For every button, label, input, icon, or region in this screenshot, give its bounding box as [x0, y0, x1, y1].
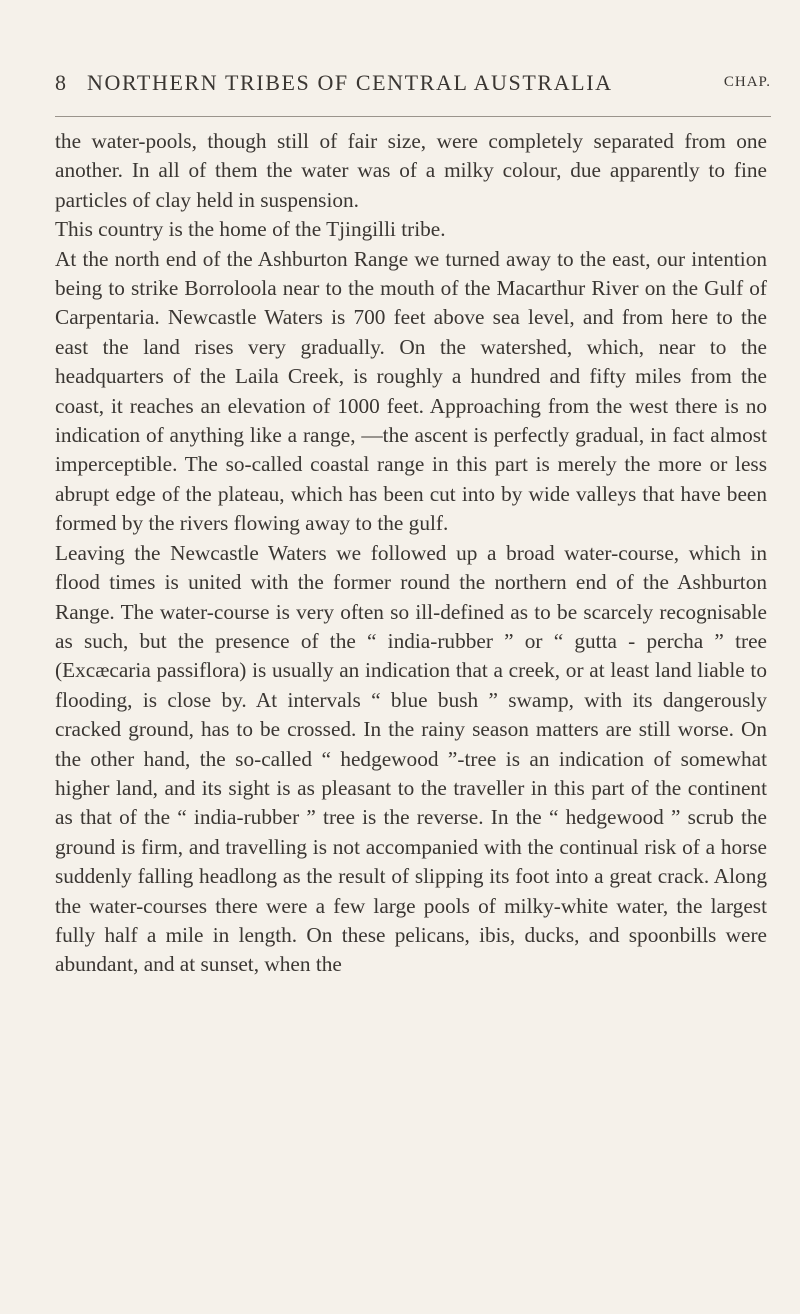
paragraph: This country is the home of the Tjingilli tribe.	[55, 217, 446, 242]
header-rule	[55, 116, 771, 117]
paragraph: Leaving the Newcastle Waters we followed up a broad water-course, which in flood times is united with the former round the northern end of the Ashburton Range. The water-course is very often so ill-defined as to be scarcely recognisable as such, but the presence of the “ india-rubber ” or “ gutta - percha ” tree (Excæcaria passiflora) is usually an indication that a creek, or at least land liable to flooding, is close by. At intervals “ blue bush ” swamp, with its dangerously cracked ground, has to be crossed. In the rainy season matters are still worse. On the other hand, the so-called “ hedgewood ”-tree is an indication of somewhat higher land, and its sight is as pleasant to the traveller in this part of the continent as that of the “ india-rubber ” tree is the reverse. In the “ hedgewood ” scrub the ground is firm, and travelling is not accompanied with the continual risk of a horse suddenly falling headlong as the result of slipping its foot into a great crack. Along the water-courses there were a few large pools of milky-white water, the largest fully half a mile in length. On these pelicans, ibis, ducks, and spoonbills were abundant, and at sunset, when the	[55, 540, 767, 977]
running-head	[55, 70, 771, 102]
page-number: 8	[55, 70, 67, 95]
chapter-abbrev: CHAP.	[723, 74, 771, 90]
running-title: NORTHERN TRIBES OF CENTRAL AUSTRALIA	[87, 70, 613, 95]
paragraph: At the north end of the Ashburton Range we turned away to the east, our intention being to strike Borroloola near to the mouth of the Macarthur River on the Gulf of Carpentaria. Newcastle Waters is 700 feet above sea level, and from here to the east the land rises very gradually. On the watershed, which, near to the headquarters of the Laila Creek, is roughly a hundred and fifty miles from the coast, it reaches an elevation of 1000 feet. Approaching from the west there is no indication of anything like a range, —the ascent is perfectly gradual, in fact almost imperceptible. The so-called coastal range in this part is merely the more or less abrupt edge of the plateau, which has been cut into by wide valleys that have been formed by the rivers flowing away to the gulf.	[55, 246, 767, 536]
body-text	[55, 127, 767, 980]
paragraph: the water-pools, though still of fair size, were completely separated from one another. In all of them the water was of a milky colour, due apparently to fine particles of clay held in suspension.	[55, 129, 767, 212]
